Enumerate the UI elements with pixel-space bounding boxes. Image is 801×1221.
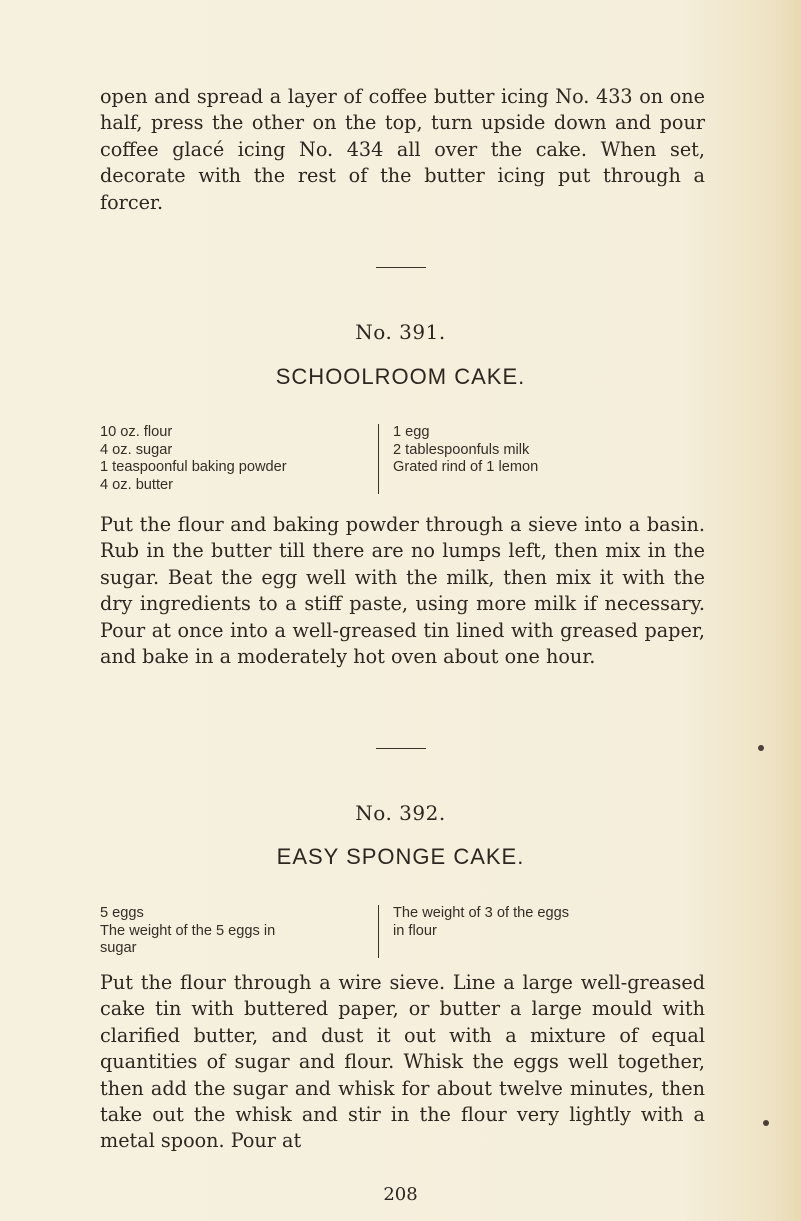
method-section [100,970,705,1155]
ingredients-left-column [100,424,379,494]
ingredient: Grated rind of 1 lemon [393,459,539,476]
section-divider [376,748,426,749]
ingredients-list [100,905,705,958]
page-number: 208 [383,1184,418,1205]
method-paragraph: Put the flour and baking powder through a sieve into a basin. Rub in the butter till there are no lumps left, then mix in the sugar. Beat the egg well with the milk, then mix it with the dry ingredients to a stiff paste, using more milk if necessary. Pour at once into a well-greased tin lined with greased paper, and bake in a moderately hot oven about one hour. [100,513,705,669]
ingredient: 4 oz. butter [100,476,174,493]
recipe-title: SCHOOLROOM CAKE. [275,364,526,389]
ingredient: 10 oz. flour [100,424,173,440]
ingredient: 2 tablespoonfuls milk [393,441,530,458]
ingredients-right-column [379,905,569,958]
method-paragraph: Put the flour through a wire sieve. Line a large well-greased cake tin with buttered paper, or butter a large mould with clarified butter, and dust it out with a mixture of equal quantities of sugar and flour. Whisk the eggs well together, then add the sugar and whisk for about twelve minutes, then take out the whisk and stir in the flour very lightly with a metal spoon. Pour at [100,971,705,1153]
ingredient: in flour [393,922,437,939]
ingredient: 4 oz. sugar [100,441,173,458]
recipe-number: No. 391. [355,320,446,344]
intro-section [100,84,705,216]
recipe-number: No. 392. [355,801,446,825]
ingredients-left-column [100,905,379,958]
section-divider [376,267,426,268]
ingredients-list [100,424,705,494]
ingredient: The weight of 3 of the eggs [393,905,570,921]
ingredient: 1 teaspoonful baking powder [100,459,287,476]
ingredient: 1 egg [393,424,430,440]
print-speck [763,1120,769,1126]
print-speck [758,745,764,751]
ingredients-right-column [379,424,538,494]
ingredient: 5 eggs [100,905,144,921]
ingredient: sugar [100,940,137,957]
ingredient: The weight of the 5 eggs in [100,922,276,939]
intro-paragraph: open and spread a layer of coffee butter icing No. 433 on one half, press the other on the top, turn upside down and pour coffee glacé icing No. 434 all over the cake. When set, decorate with the rest of the butter icing put through a forcer. [100,85,705,214]
method-section [100,512,705,670]
recipe-title: EASY SPONGE CAKE. [276,844,525,869]
